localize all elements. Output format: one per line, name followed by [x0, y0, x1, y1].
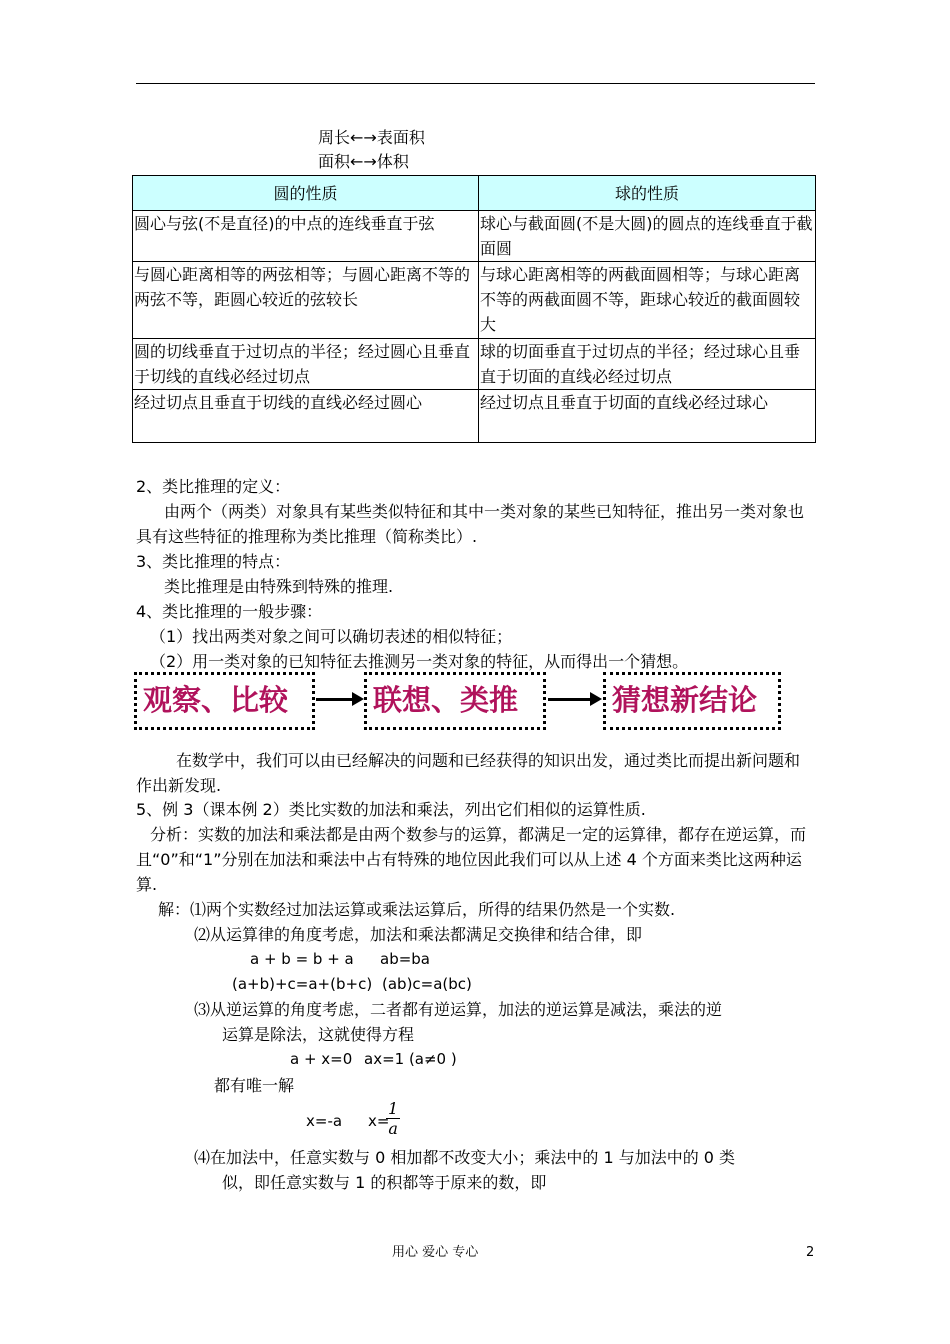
table-header-circle: 圆的性质	[133, 176, 479, 211]
flow-arrow-1	[316, 698, 354, 701]
equation-commutative-add: a + b = b + a	[250, 950, 354, 968]
section-3-title: 3、类比推理的特点：	[136, 552, 291, 571]
page-number: 2	[806, 1245, 815, 1260]
table-header-row	[133, 176, 816, 211]
section-4-step-2: （2）用一类对象的已知特征去推测另一类对象的特征，从而得出一个猜想。	[150, 652, 689, 671]
solution-3-line-1: ⑶从逆运算的角度考虑，二者都有逆运算，加法的逆运算是减法，乘法的逆	[194, 1000, 723, 1019]
solution-4-line-1: ⑷在加法中，任意实数与 0 相加都不改变大小；乘法中的 1 与加法中的 0 类	[194, 1148, 736, 1167]
flow-arrowhead-1	[352, 692, 364, 706]
table-cell: 球心与截面圆(不是大圆)的圆点的连线垂直于截面圆	[479, 211, 816, 262]
header-rule	[136, 83, 815, 84]
table-header-sphere: 球的性质	[479, 176, 816, 211]
section-2-title: 2、类比推理的定义：	[136, 477, 291, 496]
example-title: 5、例 3（课本例 2）类比实数的加法和乘法，列出它们相似的运算性质.	[136, 800, 646, 819]
fraction-denominator: a	[388, 1119, 398, 1138]
equation-inverse-add: a + x=0	[290, 1050, 353, 1068]
table-cell: 球的切面垂直于过切点的半径；经过球心且垂直于切面的直线必经过切点	[479, 339, 816, 390]
section-4-title: 4、类比推理的一般步骤：	[136, 602, 323, 621]
fraction-numerator: 1	[388, 1099, 399, 1118]
math-discovery-text: 在数学中，我们可以由已经解决的问题和已经获得的知识出发，通过类比而提出新问题和作出新发现.	[136, 751, 801, 795]
equation-inverse-mul: ax=1 (a≠0 )	[364, 1050, 457, 1068]
table-row	[133, 211, 816, 262]
section-2-body: 由两个（两类）对象具有某些类似特征和其中一类对象的某些已知特征，推出另一类对象也具有这些特征的推理称为类比推理（简称类比）.	[136, 502, 805, 546]
table-row	[133, 390, 816, 443]
solution-1: 解：⑴两个实数经过加法运算或乘法运算后，所得的结果仍然是一个实数.	[158, 900, 676, 919]
comparison-table	[132, 175, 816, 443]
analogy-line-2: 面积←→体积	[318, 152, 409, 171]
flow-box-associate: 联想、类推	[364, 672, 546, 730]
flow-box-observe: 观察、比较	[134, 672, 315, 730]
fraction-one-over-a	[386, 1100, 400, 1139]
table-cell: 圆心与弦(不是直径)的中点的连线垂直于弦	[133, 211, 479, 262]
flow-arrowhead-2	[590, 692, 602, 706]
section-3-body: 类比推理是由特殊到特殊的推理.	[164, 577, 394, 596]
table-cell: 经过切点且垂直于切面的直线必经过球心	[479, 390, 816, 443]
section-4-step-1: （1）找出两类对象之间可以确切表述的相似特征；	[150, 627, 513, 646]
table-cell: 与圆心距离相等的两弦相等；与圆心距离不等的两弦不等，距圆心较近的弦较长	[133, 262, 479, 339]
solution-2: ⑵从运算律的角度考虑，加法和乘法都满足交换律和结合律，即	[194, 925, 643, 944]
flow-box-conjecture: 猜想新结论	[603, 672, 781, 730]
solution-add: x=-a	[306, 1112, 343, 1130]
table-row	[133, 339, 816, 390]
solution-3-line-2: 运算是除法，这就使得方程	[222, 1025, 415, 1044]
table-cell: 圆的切线垂直于过切点的半径；经过圆心且垂直于切线的直线必经过切点	[133, 339, 479, 390]
unique-solution-text: 都有唯一解	[214, 1076, 295, 1095]
table-row	[133, 262, 816, 339]
flow-arrow-2	[548, 698, 592, 701]
equation-associative-add: (a+b)+c=a+(b+c)	[232, 975, 373, 993]
example-analysis: 分析：实数的加法和乘法都是由两个数参与的运算，都满足一定的运算律，都存在逆运算，而且“0”和“1”分别在加法和乘法中占有特殊的地位因此我们可以从上述 4 个方面来类比这两种运算.	[136, 825, 807, 894]
analogy-line-1: 周长←→表面积	[318, 128, 425, 147]
table-cell: 经过切点且垂直于切线的直线必经过圆心	[133, 390, 479, 443]
equation-associative-mul: (ab)c=a(bc)	[382, 975, 472, 993]
table-cell: 与球心距离相等的两截面圆相等；与球心距离不等的两截面圆不等，距球心较近的截面圆较大	[479, 262, 816, 339]
solution-4-line-2: 似，即任意实数与 1 的积都等于原来的数，即	[222, 1173, 547, 1192]
solution-mul-prefix: x=	[368, 1112, 390, 1130]
footer-motto: 用心 爱心 专心	[392, 1245, 479, 1260]
equation-commutative-mul: ab=ba	[380, 950, 430, 968]
